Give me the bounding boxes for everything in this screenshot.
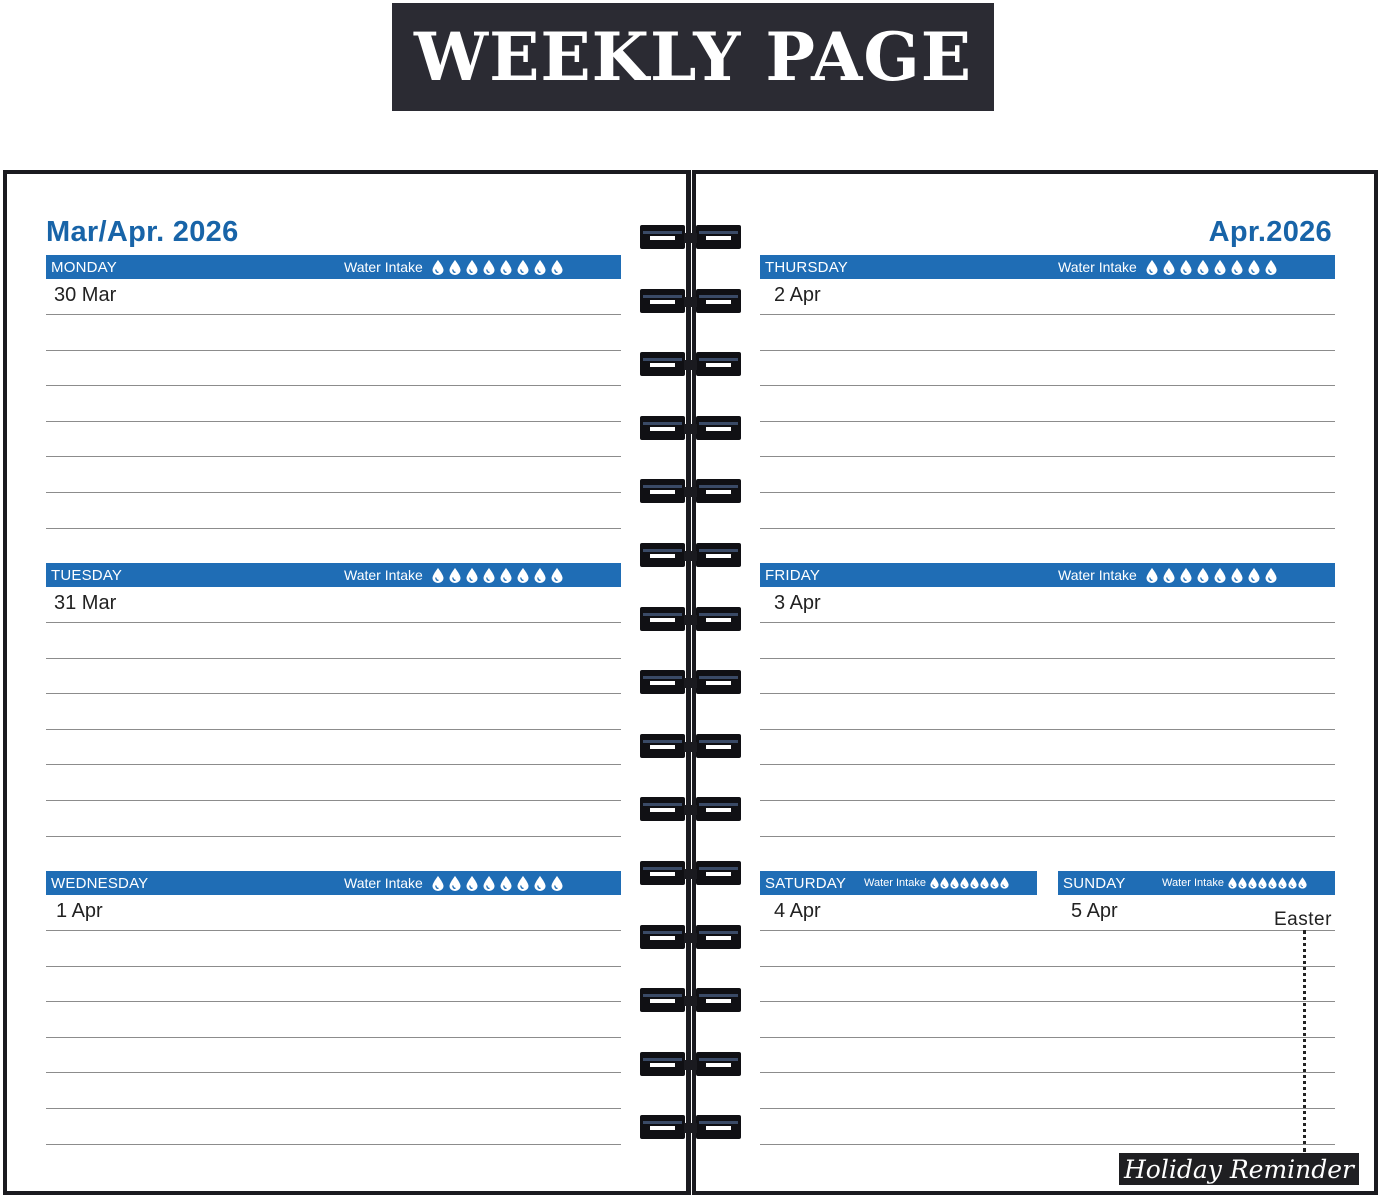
spiral-ring <box>640 1050 741 1078</box>
water-drops <box>432 876 563 891</box>
writing-line <box>760 528 1335 529</box>
day-header <box>760 871 1037 895</box>
water-drop-icon[interactable] <box>517 568 529 583</box>
writing-line <box>760 622 1335 623</box>
water-drop-icon[interactable] <box>1146 568 1158 583</box>
spiral-ring <box>640 287 741 315</box>
water-drop-icon[interactable] <box>960 877 969 889</box>
water-intake-label: Water Intake <box>344 567 423 583</box>
water-drop-icon[interactable] <box>466 568 478 583</box>
water-drop-icon[interactable] <box>500 876 512 891</box>
water-intake <box>1058 567 1277 583</box>
water-drop-icon[interactable] <box>1265 568 1277 583</box>
writing-line <box>46 1001 621 1002</box>
right-month-title: Apr.2026 <box>1208 216 1332 248</box>
holiday-label: Easter <box>1274 909 1332 930</box>
writing-line <box>46 622 621 623</box>
left-month-title: Mar/Apr. 2026 <box>46 216 239 248</box>
writing-line <box>46 693 621 694</box>
water-drop-icon[interactable] <box>1197 260 1209 275</box>
day-header <box>46 871 621 895</box>
writing-line <box>46 1144 621 1145</box>
right-page <box>692 170 1378 1195</box>
spiral-ring <box>640 795 741 823</box>
spiral-ring <box>640 859 741 887</box>
water-drop-icon[interactable] <box>517 260 529 275</box>
writing-line <box>760 836 1335 837</box>
water-drop-icon[interactable] <box>930 877 939 889</box>
spiral-ring <box>640 350 741 378</box>
water-drop-icon[interactable] <box>1248 877 1257 889</box>
water-drop-icon[interactable] <box>466 260 478 275</box>
writing-line <box>46 1072 621 1073</box>
banner-title: WEEKLY PAGE <box>413 18 973 96</box>
water-drop-icon[interactable] <box>483 568 495 583</box>
writing-line <box>46 930 621 931</box>
water-drop-icon[interactable] <box>1214 568 1226 583</box>
water-drop-icon[interactable] <box>534 876 546 891</box>
writing-line <box>46 729 621 730</box>
water-drop-icon[interactable] <box>1163 260 1175 275</box>
water-drop-icon[interactable] <box>940 877 949 889</box>
writing-line <box>46 658 621 659</box>
water-intake-label: Water Intake <box>1162 877 1224 889</box>
water-drop-icon[interactable] <box>1146 260 1158 275</box>
day-name: TUESDAY <box>51 567 123 584</box>
spiral-ring <box>640 223 741 251</box>
water-intake <box>1058 259 1277 275</box>
writing-line <box>760 421 1335 422</box>
water-drop-icon[interactable] <box>534 260 546 275</box>
water-drop-icon[interactable] <box>466 876 478 891</box>
water-drop-icon[interactable] <box>551 568 563 583</box>
writing-line <box>46 764 621 765</box>
water-drop-icon[interactable] <box>980 877 989 889</box>
water-drop-icon[interactable] <box>1238 877 1247 889</box>
water-drop-icon[interactable] <box>1231 260 1243 275</box>
writing-line <box>760 966 1335 967</box>
water-intake <box>1162 877 1307 889</box>
writing-line <box>46 800 621 801</box>
day-date: 5 Apr <box>1071 900 1118 922</box>
writing-line <box>760 456 1335 457</box>
water-drop-icon[interactable] <box>970 877 979 889</box>
water-drops <box>1146 568 1277 583</box>
day-date: 30 Mar <box>54 284 117 306</box>
water-drops <box>1228 877 1307 889</box>
writing-line <box>760 314 1335 315</box>
day-header <box>46 255 621 279</box>
day-header <box>46 563 621 587</box>
writing-line <box>760 800 1335 801</box>
water-intake <box>344 875 563 891</box>
water-intake <box>344 259 563 275</box>
writing-line <box>46 1108 621 1109</box>
water-drop-icon[interactable] <box>950 877 959 889</box>
writing-line <box>760 693 1335 694</box>
water-intake-label: Water Intake <box>864 877 926 889</box>
writing-line <box>760 1108 1335 1109</box>
water-intake <box>864 877 1009 889</box>
day-name: MONDAY <box>51 259 117 276</box>
water-drop-icon[interactable] <box>1180 260 1192 275</box>
day-date: 4 Apr <box>774 900 821 922</box>
water-drop-icon[interactable] <box>432 876 444 891</box>
writing-line <box>760 764 1335 765</box>
water-drop-icon[interactable] <box>1197 568 1209 583</box>
spiral-ring <box>640 605 741 633</box>
water-drop-icon[interactable] <box>1214 260 1226 275</box>
holiday-pointer-line <box>1303 930 1306 1152</box>
water-drop-icon[interactable] <box>1278 877 1287 889</box>
day-header <box>760 563 1335 587</box>
spiral-ring <box>640 732 741 760</box>
water-drop-icon[interactable] <box>1298 877 1307 889</box>
banner <box>392 3 994 111</box>
water-drop-icon[interactable] <box>1000 877 1009 889</box>
water-drop-icon[interactable] <box>534 568 546 583</box>
water-drop-icon[interactable] <box>500 260 512 275</box>
spiral-ring <box>640 668 741 696</box>
water-drop-icon[interactable] <box>1288 877 1297 889</box>
day-header <box>760 255 1335 279</box>
water-drop-icon[interactable] <box>990 877 999 889</box>
water-drops <box>432 260 563 275</box>
spiral-ring <box>640 986 741 1014</box>
water-drop-icon[interactable] <box>449 260 461 275</box>
water-intake-label: Water Intake <box>1058 259 1137 275</box>
left-page <box>3 170 691 1195</box>
writing-line <box>760 1037 1335 1038</box>
day-date: 2 Apr <box>774 284 821 306</box>
water-drop-icon[interactable] <box>1265 260 1277 275</box>
water-drop-icon[interactable] <box>551 876 563 891</box>
day-name: FRIDAY <box>765 567 821 584</box>
water-drop-icon[interactable] <box>1228 877 1237 889</box>
water-drop-icon[interactable] <box>432 568 444 583</box>
holiday-reminder-label: Holiday Reminder <box>1124 1154 1354 1184</box>
holiday-reminder-tag <box>1119 1153 1359 1185</box>
writing-line <box>760 658 1335 659</box>
water-drop-icon[interactable] <box>1163 568 1175 583</box>
water-drop-icon[interactable] <box>1180 568 1192 583</box>
water-drop-icon[interactable] <box>1231 568 1243 583</box>
spiral-ring <box>640 1113 741 1141</box>
water-drop-icon[interactable] <box>483 260 495 275</box>
day-header <box>1058 871 1335 895</box>
day-name: THURSDAY <box>765 259 848 276</box>
writing-line <box>46 492 621 493</box>
writing-line <box>46 966 621 967</box>
writing-line <box>46 350 621 351</box>
day-name: SUNDAY <box>1063 875 1126 892</box>
writing-line <box>46 528 621 529</box>
writing-line <box>46 314 621 315</box>
writing-line <box>46 836 621 837</box>
writing-line <box>760 1144 1335 1145</box>
writing-line <box>46 456 621 457</box>
day-date: 3 Apr <box>774 592 821 614</box>
water-intake-label: Water Intake <box>344 259 423 275</box>
spiral-ring <box>640 923 741 951</box>
writing-line <box>760 930 1335 931</box>
writing-line <box>46 385 621 386</box>
writing-line <box>760 492 1335 493</box>
spiral-ring <box>640 541 741 569</box>
water-drop-icon[interactable] <box>1268 877 1277 889</box>
writing-line <box>760 1072 1335 1073</box>
writing-line <box>760 1001 1335 1002</box>
water-drop-icon[interactable] <box>432 260 444 275</box>
water-drops <box>1146 260 1277 275</box>
water-drop-icon[interactable] <box>483 876 495 891</box>
day-name: SATURDAY <box>765 875 847 892</box>
day-date: 31 Mar <box>54 592 117 614</box>
water-drop-icon[interactable] <box>1248 568 1260 583</box>
water-intake-label: Water Intake <box>1058 567 1137 583</box>
day-name: WEDNESDAY <box>51 875 149 892</box>
spiral-ring <box>640 477 741 505</box>
water-drop-icon[interactable] <box>1248 260 1260 275</box>
spiral-ring <box>640 414 741 442</box>
water-drops <box>432 568 563 583</box>
water-drop-icon[interactable] <box>449 568 461 583</box>
writing-line <box>760 729 1335 730</box>
water-drop-icon[interactable] <box>449 876 461 891</box>
day-date: 1 Apr <box>56 900 103 922</box>
writing-line <box>760 350 1335 351</box>
water-drops <box>930 877 1009 889</box>
water-drop-icon[interactable] <box>551 260 563 275</box>
water-intake-label: Water Intake <box>344 875 423 891</box>
water-drop-icon[interactable] <box>1258 877 1267 889</box>
water-intake <box>344 567 563 583</box>
writing-line <box>46 1037 621 1038</box>
writing-line <box>760 385 1335 386</box>
water-drop-icon[interactable] <box>500 568 512 583</box>
water-drop-icon[interactable] <box>517 876 529 891</box>
writing-line <box>46 421 621 422</box>
